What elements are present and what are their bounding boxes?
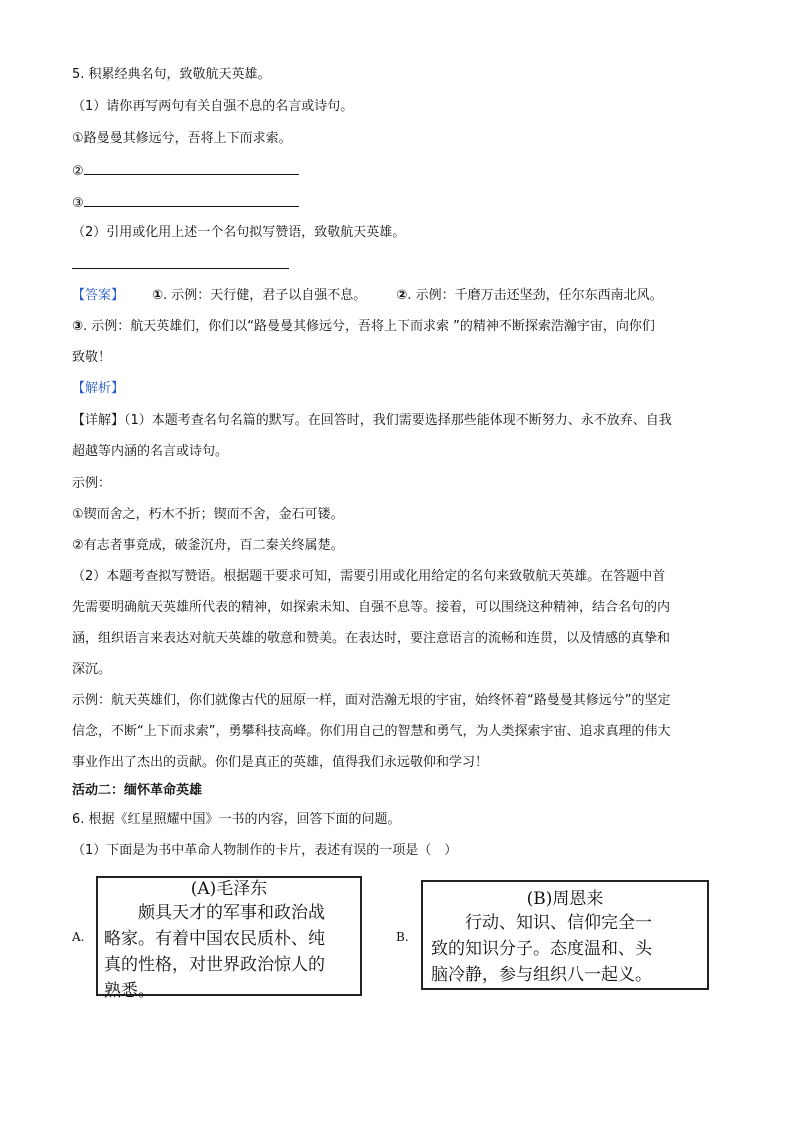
answer-mark-1: ① [152, 288, 164, 303]
example-2: ②有志者事竟成，破釜沉舟，百二秦关终属楚。 [72, 538, 344, 553]
q5-part1-prompt: （1）请你再写两句有关自强不息的名言或诗句。 [72, 99, 354, 114]
option-a-label: A. [72, 930, 85, 944]
analysis-part2-line-2: 先需要明确航天英雄所代表的精神，如探索未知、自强不息等。接着，可以围绕这种精神，结合名句的内 [72, 600, 671, 615]
example-1: ①锲而舍之，朽木不折；锲而不舍，金石可镂。 [72, 507, 344, 522]
card-line: 真的性格，对世界政治惊人的 [104, 955, 325, 975]
card-line: 颇具天才的军事和政治战 [104, 903, 325, 923]
q5-part2-prompt: （2）引用或化用上述一个名句拟写赞语，致敬航天英雄。 [72, 225, 406, 240]
answer-tag: 【答案】 [72, 288, 125, 303]
option-b-label: B. [396, 930, 409, 944]
q5-example-item: ①路曼曼其修远兮，吾将上下而求索。 [72, 131, 292, 146]
card-title: (B)周恩来 [526, 889, 604, 909]
option-a-card [96, 876, 362, 1001]
answer-blank-line [72, 268, 289, 269]
analysis-part2-line-4: 深沉。 [72, 662, 112, 677]
answer-mark-3: ③ [72, 319, 84, 334]
analysis-line-2: 超越等内涵的名言或诗句。 [72, 444, 229, 459]
sample-line-1: 示例：航天英雄们，你们就像古代的屈原一样，面对浩瀚无垠的宇宙，始终怀着“路曼曼其修远兮”的坚定 [72, 693, 671, 708]
card-line: 行动、知识、信仰完全一 [431, 913, 652, 933]
card-title: (A)毛泽东 [190, 879, 268, 899]
answer-line-3: 致敬！ [72, 350, 112, 365]
option-b-card [421, 880, 709, 990]
answer-mark-2: ② [396, 288, 408, 303]
sample-line-2: 信念，不断“上下而求索”，勇攀科技高峰。你们用自己的智慧和勇气，为人类探索宇宙、追求真理的伟大 [72, 724, 671, 739]
answer-line-1 [72, 287, 663, 305]
analysis-part2-line-3: 涵，组织语言来表达对航天英雄的敬意和赞美。在表达时，要注意语言的流畅和连贯，以及情感的真挚和 [72, 631, 671, 646]
answer-blank [84, 161, 299, 175]
analysis-tag: 【解析】 [72, 381, 125, 396]
sample-line-3: 事业作出了杰出的贡献。你们是真正的英雄，值得我们永远敬仰和学习！ [72, 755, 489, 770]
q5-blank-line-3 [72, 193, 299, 213]
detail-text: （1）本题考查名句名篇的默写。在回答时，我们需要选择那些能体现不断努力、永不放弃、自我 [124, 413, 672, 428]
q5-blank-line-2 [72, 161, 299, 181]
detail-tag: 【详解】 [72, 413, 125, 428]
answer-3: . 示例：航天英雄们，你们以“路曼曼其修远兮，吾将上下而求索 ”的精神不断探索浩瀚宇宙，向你们 [83, 319, 655, 334]
card-line: 熟悉。 [104, 981, 155, 1001]
answer-line-2 [72, 318, 655, 336]
answer-1: . 示例：天行健，君子以自强不息。 [163, 288, 367, 303]
card-line: 略家。有着中国农民质朴、纯 [104, 929, 325, 949]
q6-part1-prompt: （1）下面是为书中革命人物制作的卡片，表述有误的一项是（ ） [72, 843, 458, 858]
analysis-part2-line-1: （2）本题考查拟写赞语。根据题干要求可知，需要引用或化用给定的名句来致敬航天英雄。在答题中首 [72, 569, 666, 584]
card-line: 致的知识分子。态度温和、头 [431, 939, 652, 959]
q5-title: 5. 积累经典名句，致敬航天英雄。 [72, 67, 271, 82]
blank-marker: ② [72, 164, 84, 179]
q6-title: 6. 根据《红星照耀中国》一书的内容，回答下面的问题。 [72, 812, 401, 827]
analysis-line-1 [72, 412, 672, 430]
blank-marker: ③ [72, 196, 84, 211]
section-heading: 活动二：缅怀革命英雄 [72, 783, 203, 798]
answer-blank [84, 193, 299, 207]
card-line: 脑冷静，参与组织八一起义。 [431, 965, 652, 985]
example-label: 示例： [72, 476, 112, 491]
answer-2: . 示例：千磨万击还坚劲，任尔东西南北风。 [407, 288, 663, 303]
